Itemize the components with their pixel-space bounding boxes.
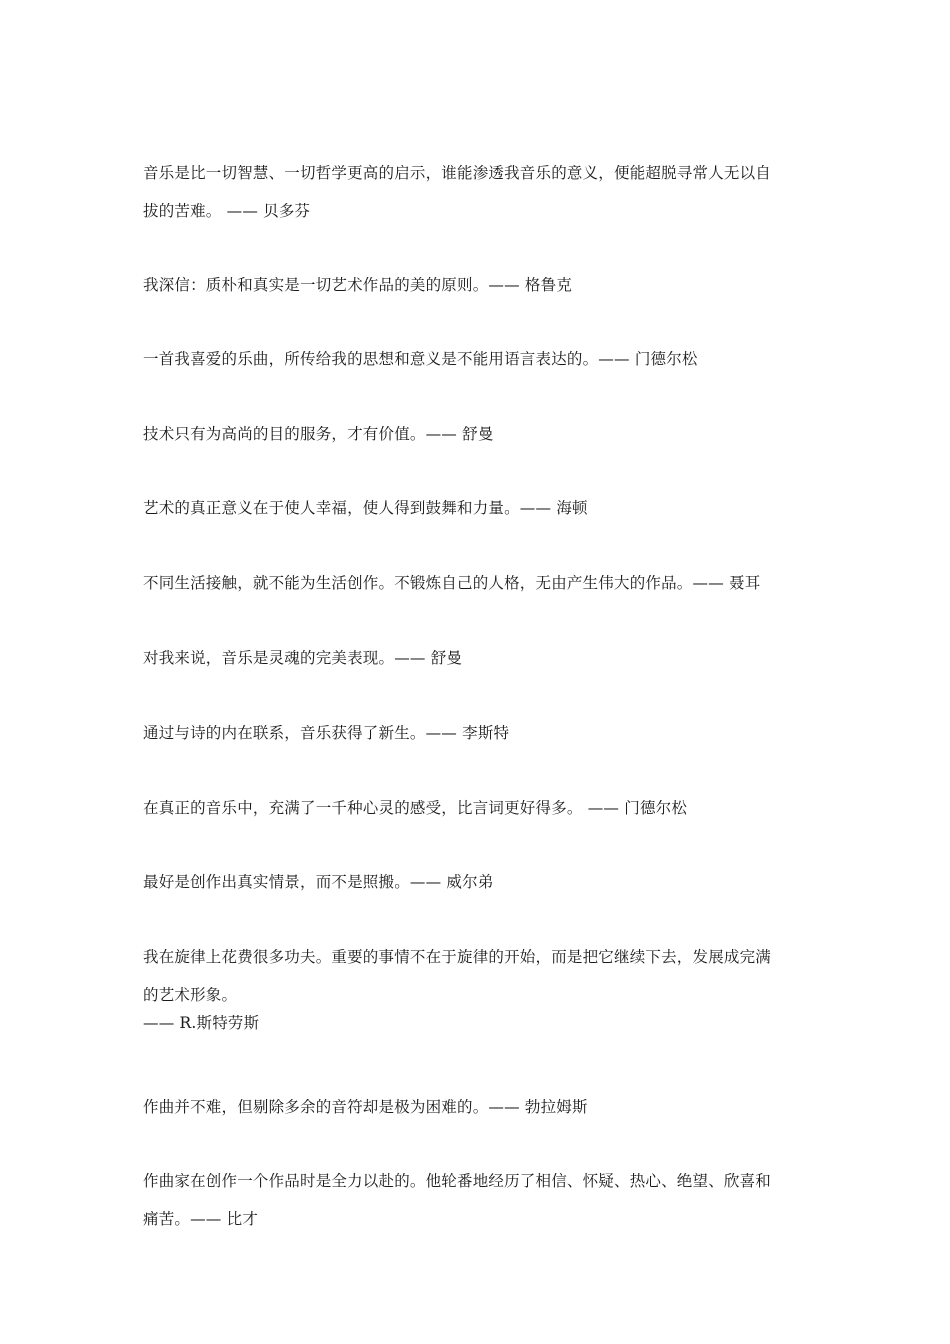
quote-bizet [143,1162,813,1238]
quote-schumann-1 [143,415,813,453]
quote-attribution: —— R.斯特劳斯 [143,1014,260,1032]
quote-line: 我在旋律上花费很多功夫。重要的事情不在于旋律的开始，而是把它继续下去，发展成完满 [143,948,772,966]
quote-mendelssohn-1 [143,340,813,378]
quote-brahms [143,1088,813,1126]
quote-line: 一首我喜爱的乐曲，所传给我的思想和意义是不能用语言表达的。—— 门德尔松 [143,350,698,368]
quote-line: 不同生活接触，就不能为生活创作。不锻炼自己的人格，无由产生伟大的作品。—— 聂耳 [143,574,761,592]
quote-line: 作曲并不难，但剔除多余的音符却是极为困难的。—— 勃拉姆斯 [143,1098,588,1116]
quote-line: 技术只有为高尚的目的服务，才有价值。—— 舒曼 [143,425,494,443]
quote-mendelssohn-2 [143,789,813,827]
quote-line: 通过与诗的内在联系，音乐获得了新生。—— 李斯特 [143,724,510,742]
quote-line: 艺术的真正意义在于使人幸福，使人得到鼓舞和力量。—— 海顿 [143,499,588,517]
quote-line: 对我来说，音乐是灵魂的完美表现。—— 舒曼 [143,649,463,667]
quote-beethoven [143,154,813,230]
quote-line: 拔的苦难。 —— 贝多芬 [143,202,311,220]
quote-nie-er [143,564,813,602]
quote-line: 作曲家在创作一个作品时是全力以赴的。他轮番地经历了相信、怀疑、热心、绝望、欣喜和 [143,1172,772,1190]
quote-strauss [143,938,813,1034]
quote-schumann-2 [143,639,813,677]
quote-line: 痛苦。—— 比才 [143,1210,259,1228]
quote-haydn [143,489,813,527]
quote-verdi [143,863,813,901]
quote-gluck [143,266,813,304]
quote-liszt [143,714,813,752]
quote-line: 我深信：质朴和真实是一切艺术作品的美的原则。—— 格鲁克 [143,276,573,294]
quote-line: 在真正的音乐中，充满了一千种心灵的感受，比言词更好得多。 —— 门德尔松 [143,799,688,817]
quote-line: 的艺术形象。 [143,986,238,1004]
quote-line: 音乐是比一切智慧、一切哲学更高的启示，谁能渗透我音乐的意义，便能超脱寻常人无以自 [143,164,772,182]
quote-line: 最好是创作出真实情景，而不是照搬。—— 威尔弟 [143,873,494,891]
